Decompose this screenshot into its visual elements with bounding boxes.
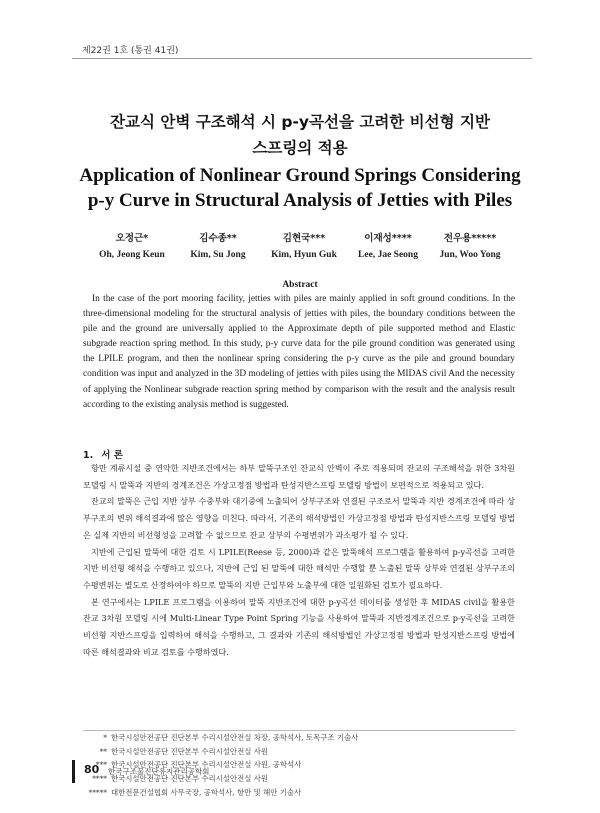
footnote xyxy=(83,745,523,759)
page-number: 80 xyxy=(84,763,100,776)
footnote-text: 한국시설안전공단 진단본부 수리시설안전실 사원 xyxy=(111,774,268,784)
footnote xyxy=(83,731,523,745)
author xyxy=(264,230,344,260)
section-heading xyxy=(83,447,123,461)
section-number: 1. xyxy=(83,450,94,461)
body-paragraph: 본 연구에서는 LPILE 프로그램을 이용하여 말뚝 지반조건에 대한 p-y곡선 데이터를 생성한 후 MIDAS civil을 활용한 잔교 3차원 모델링 시에 Multi-Linear Type Point Spring 기능을 사용하여 말뚝과 지반경계조건으로 p-y곡선을 고려한 비선형 지반스프링을 입력하여 해석을 수행하고, 그 결과와 기존의 해석방법인 가상고정점 방법과 탄성지반스프링 방법에 따른 해석결과와 비교 검토를 수행하였다. xyxy=(83,596,515,657)
footnote-mark: * xyxy=(103,733,107,742)
title-english-line2: p-y Curve in Structural Analysis of Jetties with Piles xyxy=(87,190,513,211)
footnote-mark: ** xyxy=(99,746,107,756)
footer-accent-bar xyxy=(72,760,75,783)
footnote-text: 대한전문건설협회 사무국장, 공학석사, 항만 및 해안 기술사 xyxy=(111,787,302,797)
footnote-mark: **** xyxy=(92,774,107,784)
author xyxy=(348,230,428,260)
author-name-english: Oh, Jeong Keun xyxy=(99,250,165,260)
author-name-english: Lee, Jae Seong xyxy=(358,250,418,260)
author xyxy=(92,230,172,260)
author-name-korean: 오정근* xyxy=(115,233,149,244)
author-name-english: Kim, Hyun Guk xyxy=(271,250,337,260)
section-title: 서 론 xyxy=(101,450,123,461)
header-divider xyxy=(72,58,532,59)
author-name-english: Kim, Su Jong xyxy=(190,250,246,260)
author-name-korean: 이재성**** xyxy=(364,233,412,244)
body-paragraph: 잔교의 말뚝은 근입 지반 상부 수중부와 대기중에 노출되어 상부구조와 연결된 구조로서 말뚝과 지반 경계조건에 따라 상부구조의 변위 해석결과에 많은 영향을 미친다. 따라서, 기존의 해석방법인 가상고정점 방법과 탄성지반스프링 모델링 방법은 실제 지반의 비선형성을 고려할 수 없으므로 잔교 상부의 수평변위가 과소평가 될 수 있다. xyxy=(83,496,515,540)
footnote-text: 한국시설안전공단 진단본부 수리시설안전실 차장, 공학석사, 토목구조 기술사 xyxy=(111,733,359,742)
abstract-heading: Abstract xyxy=(282,280,318,290)
issue-header: 제22권 1호 (통권 41권) xyxy=(82,46,179,56)
abstract-text: In the case of the port mooring facility, jetties with piles are mainly applied in soft ground conditions. In the three-dimensional modeling for the structural analysis of jetties with piles, the boundary conditions between the pile and the ground are universally applied to the Approximate depth of pile supported method and Elastic subgrade reaction spring method. In this study, p-y curve data for the pile ground condition was generated using the LPILE program, and then the nonlinear spring considering the p-y curve as the pile and ground boundary condition was input and analyzed in the 3D modeling of jetties with piles using the MIDAS civil And the necessity of applying the Nonlinear subgrade reaction spring method by comparison with the result and the analysis result according to the existing analysis method is suggested. xyxy=(83,294,515,410)
footnote-mark: *** xyxy=(95,760,107,770)
footnote xyxy=(83,786,523,800)
body-paragraph: 항만 계류시설 중 연약한 지반조건에서는 하부 말뚝구조인 잔교식 안벽이 주로 적용되며 잔교의 구조해석을 위한 3차원 모델링 시 말뚝과 지반의 경계조건은 가상고정점 방법과 탄성지반스프링 모델링 방법이 보편적으로 적용되고 있다. xyxy=(83,463,515,490)
author-name-korean: 김수종** xyxy=(199,233,237,244)
journal-name: 한국구조물진단유지관리공학회 xyxy=(108,767,210,776)
author xyxy=(430,230,510,260)
author xyxy=(178,230,258,260)
author-name-english: Jun, Woo Yong xyxy=(439,250,501,260)
title-english-line1: Application of Nonlinear Ground Springs Considering xyxy=(79,165,521,186)
author-name-korean: 전우용***** xyxy=(443,233,497,244)
section-body xyxy=(83,460,515,660)
footnote-mark: ***** xyxy=(88,787,107,797)
footnote-text: 한국시설안전공단 진단본부 수리시설안전실 사원, 공학석사 xyxy=(111,760,302,770)
title-korean-line1: 잔교식 안벽 구조해석 시 p-y곡선을 고려한 비선형 지반 xyxy=(110,113,490,131)
author-list xyxy=(92,230,506,262)
title-korean-line2: 스프링의 적용 xyxy=(252,139,348,157)
author-name-korean: 김현국*** xyxy=(282,233,326,244)
body-paragraph: 지반에 근입된 말뚝에 대한 검토 시 LPILE(Reese 등, 2000)과 같은 말뚝해석 프로그램을 활용하여 p-y곡선을 고려한 지반 비선형 해석을 수행하고 있으나, 지반에 근입 된 말뚝에 대한 해석만 수행할 뿐 노출된 말뚝 상부와 연결된 상부구조의 수평변위는 별도로 산정하여야 하므로 말뚝의 지반 근입부와 노출부에 대한 일원화된 검토가 필요하다. xyxy=(83,546,515,590)
footnote-text: 한국시설안전공단 진단본부 수리시설안전실 사원 xyxy=(111,746,268,756)
